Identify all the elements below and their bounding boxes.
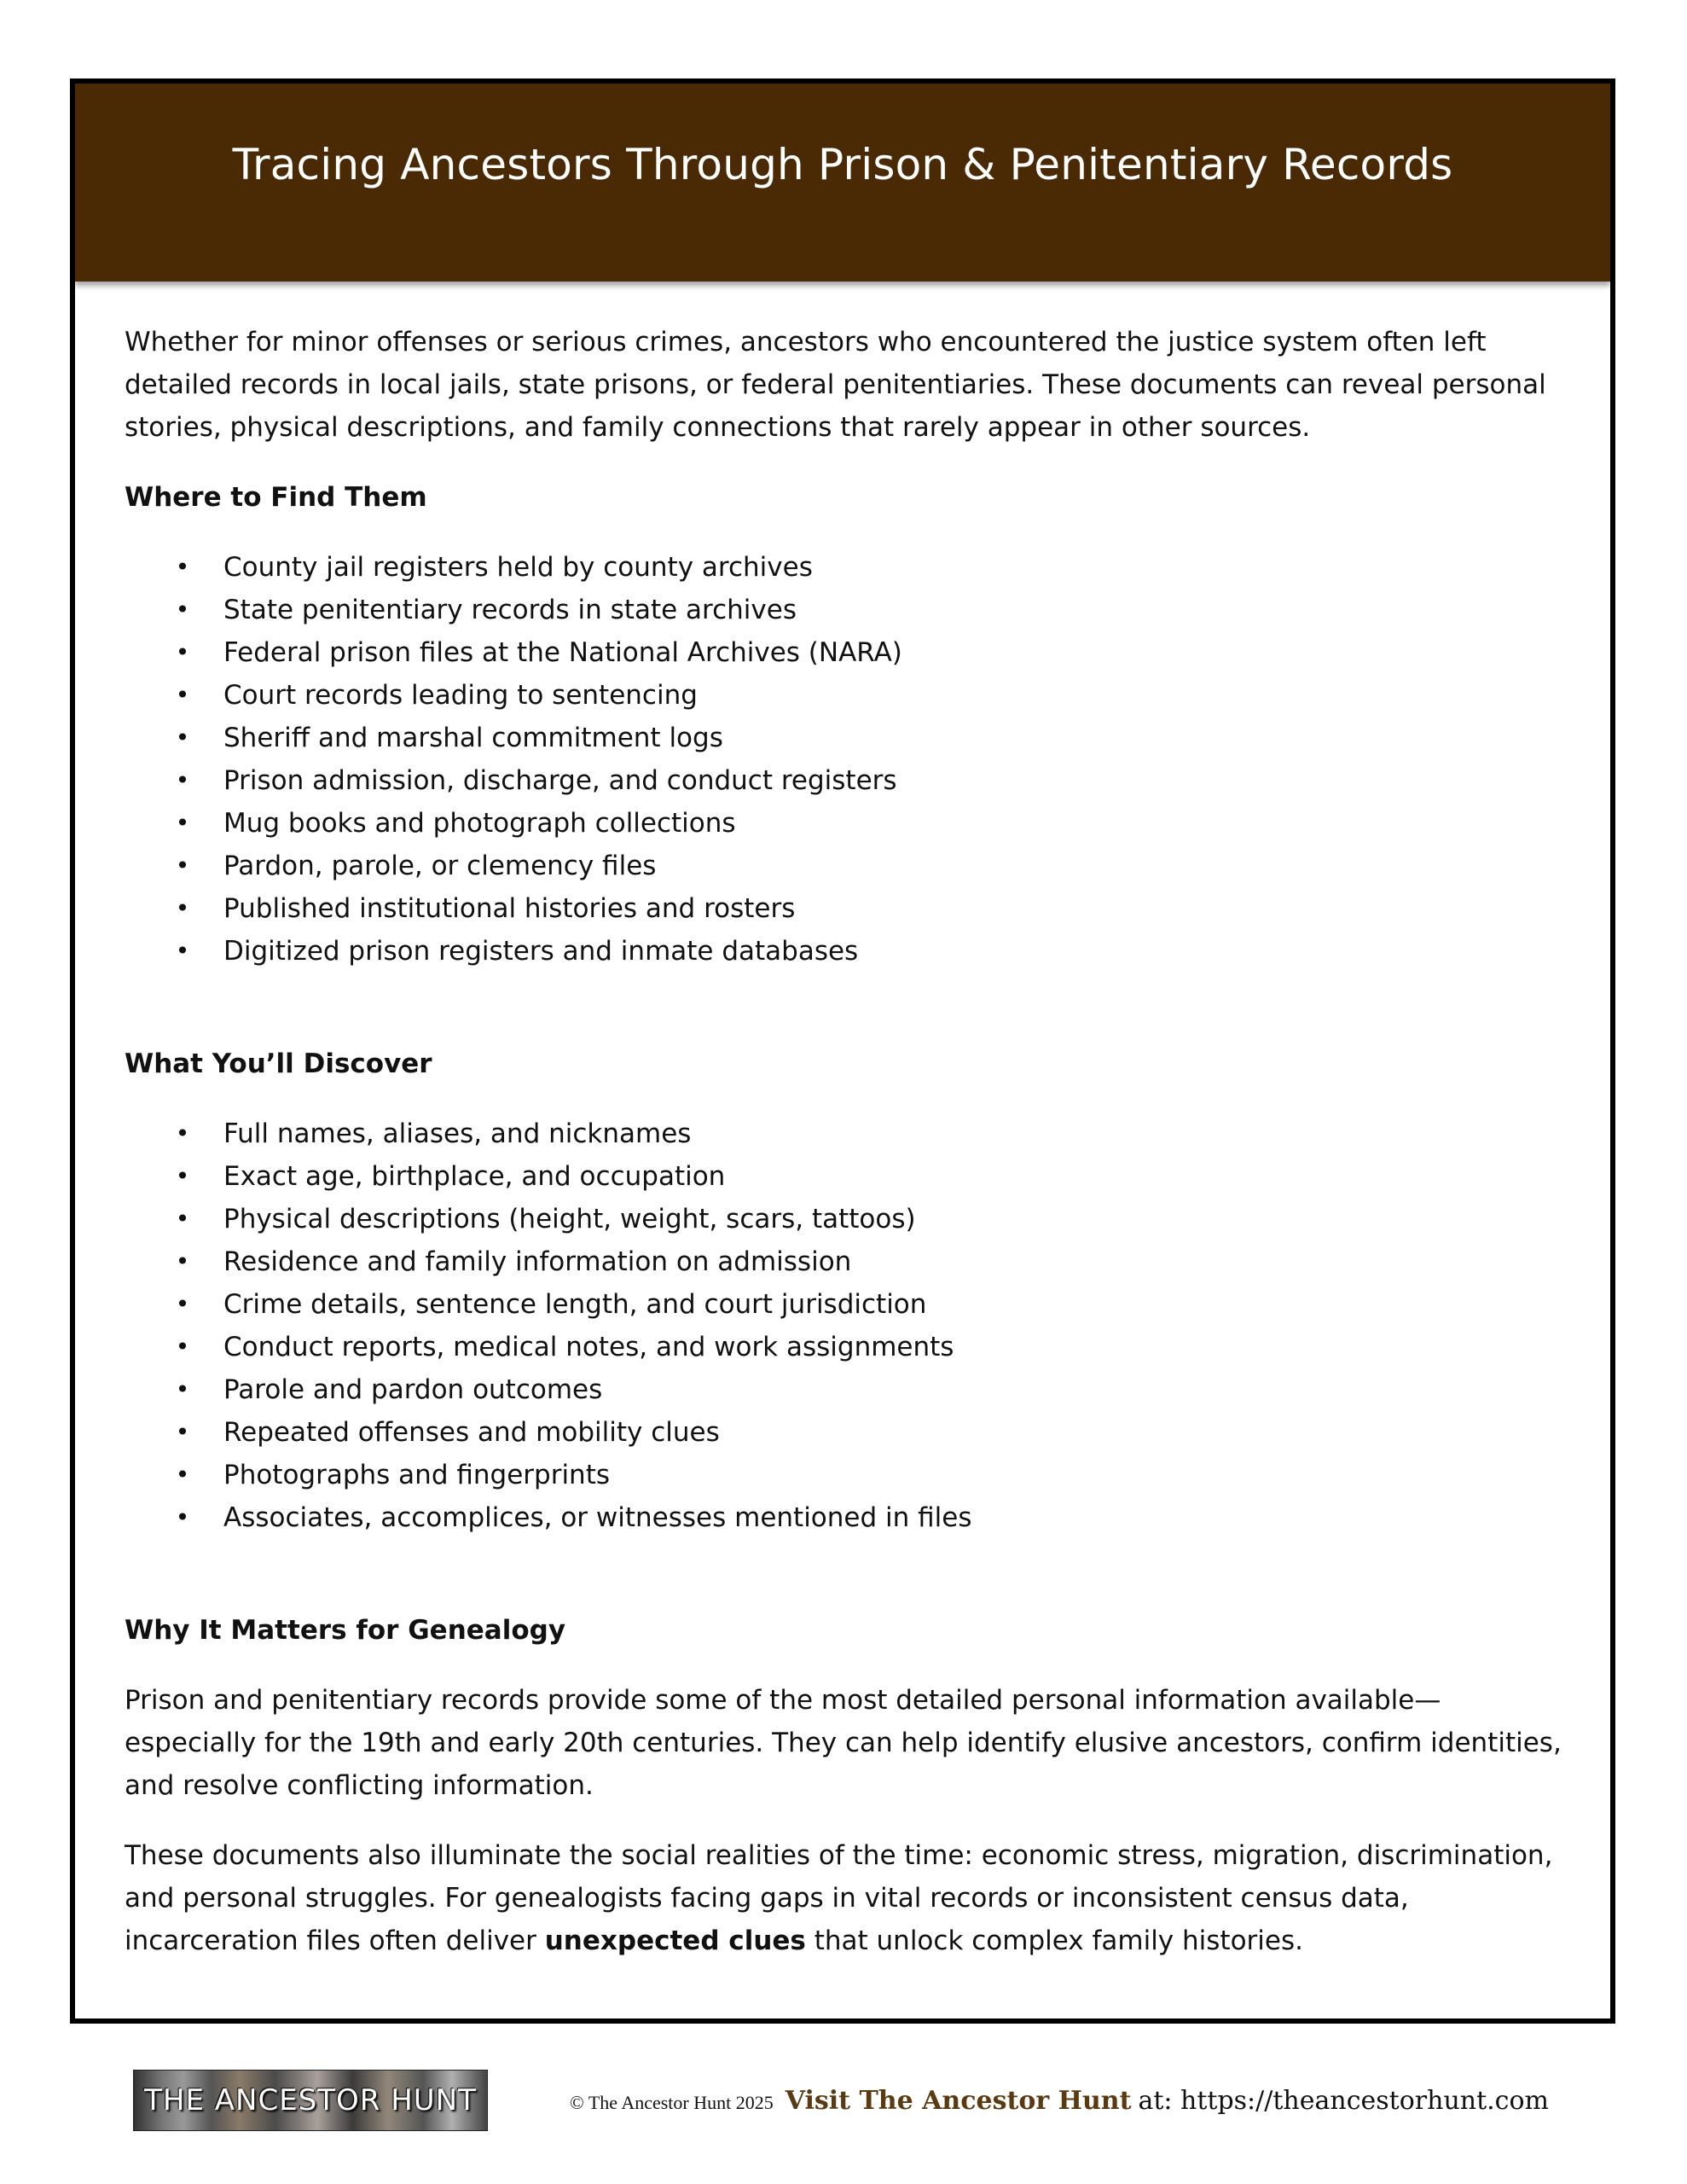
why-paragraph-2: These documents also illuminate the social realities of the time: economic stress, migration, discrimination, and personal struggles. For genealogists facing gaps in vital records or inconsistent census data, incarceration files often deliver unexpected clues that unlock complex family histories. [125, 1840, 1553, 1956]
list-item: • Conduct reports, medical notes, and work assignments [125, 1326, 1566, 1368]
document-body [125, 321, 1566, 1989]
list-item: • Crime details, sentence length, and court jurisdiction [125, 1283, 1566, 1326]
list-item: • Repeated offenses and mobility clues [125, 1411, 1566, 1454]
list-item: • Federal prison files at the National Archives (NARA) [125, 631, 1566, 674]
why-paragraph-1: Prison and penitentiary records provide some of the most detailed personal information available—especially for the 19th and early 20th centuries. They can help identify elusive ancestors, confirm identities, and resolve conflicting information. [125, 1685, 1562, 1801]
list-item: • County jail registers held by county archives [125, 546, 1566, 589]
bullet: • [175, 809, 190, 837]
where-list [125, 546, 1566, 973]
bullet: • [175, 1205, 190, 1233]
bullet: • [175, 766, 190, 794]
bullet: • [175, 1375, 190, 1403]
bullet: • [175, 894, 190, 922]
copyright-text: © The Ancestor Hunt 2025 [570, 2091, 774, 2113]
emphasis-text: unexpected clues [544, 1926, 806, 1956]
page-footer [133, 2068, 1549, 2133]
section-heading-why: Why It Matters for Genealogy [125, 1615, 566, 1646]
list-item: • State penitentiary records in state archives [125, 589, 1566, 631]
bullet: • [175, 1119, 190, 1147]
page-title: Tracing Ancestors Through Prison & Penitentiary Records [232, 140, 1453, 189]
bullet: • [175, 1418, 190, 1446]
list-item: • Photographs and fingerprints [125, 1454, 1566, 1496]
list-item: • Sheriff and marshal commitment logs [125, 717, 1566, 759]
list-item: • Associates, accomplices, or witnesses mentioned in files [125, 1496, 1566, 1539]
document-frame [70, 78, 1615, 2024]
bullet: • [175, 1461, 190, 1489]
visit-link[interactable]: Visit The Ancestor Hunt [785, 2085, 1132, 2116]
bullet: • [175, 1162, 190, 1190]
bullet: • [175, 638, 190, 666]
list-item: • Residence and family information on admission [125, 1240, 1566, 1283]
bullet: • [175, 1333, 190, 1361]
bullet: • [175, 595, 190, 624]
bullet: • [175, 937, 190, 965]
bullet: • [175, 1503, 190, 1531]
list-item: • Court records leading to sentencing [125, 674, 1566, 717]
bullet: • [175, 723, 190, 752]
bullet: • [175, 681, 190, 709]
list-item: • Published institutional histories and rosters [125, 887, 1566, 930]
bullet: • [175, 1247, 190, 1275]
bullet: • [175, 1290, 190, 1318]
section-heading-where: Where to Find Them [125, 482, 427, 513]
list-item: • Pardon, parole, or clemency files [125, 845, 1566, 887]
list-item: • Prison admission, discharge, and conduct registers [125, 759, 1566, 802]
footer-text [570, 2086, 1549, 2116]
ancestor-hunt-logo[interactable] [133, 2070, 488, 2131]
bullet: • [175, 553, 190, 581]
title-banner [75, 84, 1610, 282]
intro-paragraph: Whether for minor offenses or serious crimes, ancestors who encountered the justice system often left detailed records in local jails, state prisons, or federal penitentiaries. These documents can reveal personal stories, physical descriptions, and family connections that rarely appear in other sources. [125, 327, 1546, 443]
list-item: • Digitized prison registers and inmate databases [125, 930, 1566, 973]
list-item: • Full names, aliases, and nicknames [125, 1112, 1566, 1155]
list-item: • Mug books and photograph collections [125, 802, 1566, 845]
bullet: • [175, 851, 190, 880]
list-item: • Physical descriptions (height, weight, scars, tattoos) [125, 1198, 1566, 1240]
discover-list [125, 1112, 1566, 1539]
section-heading-discover: What You’ll Discover [125, 1048, 432, 1079]
list-item: • Parole and pardon outcomes [125, 1368, 1566, 1411]
list-item: • Exact age, birthplace, and occupation [125, 1155, 1566, 1198]
logo-text: THE ANCESTOR HUNT [144, 2083, 477, 2117]
url-link[interactable]: at: https://theancestorhunt.com [1138, 2085, 1549, 2116]
